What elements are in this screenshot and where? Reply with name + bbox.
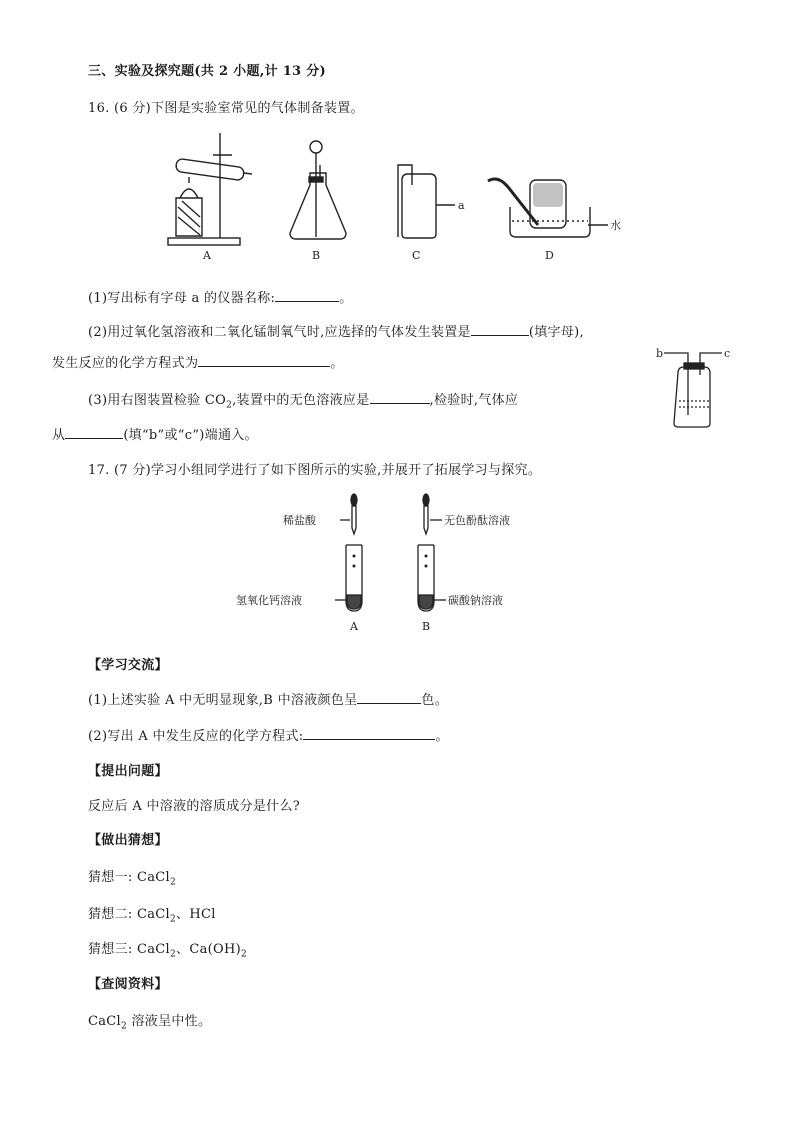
q16-part3-blank[interactable] [370, 391, 430, 404]
q16-part3-mid: ,装置中的无色溶液应是 [232, 393, 370, 408]
q16-part2-blank[interactable] [471, 323, 529, 336]
label-c: C [412, 249, 421, 262]
q16-stem: 16. (6 分)下图是实验室常见的气体制备装置。 [88, 101, 364, 116]
heading-reference-info: 【查阅资料】 [88, 977, 168, 992]
heading-raise-question: 【提出问题】 [88, 764, 168, 779]
q16-part2b [52, 352, 344, 371]
q16-part3b [52, 424, 258, 443]
test-tube-b [418, 494, 446, 611]
q17-part1-blank[interactable] [357, 691, 421, 704]
label-calcium-hydroxide: 氢氧化钙溶液 [236, 594, 302, 607]
reference-info [88, 1010, 211, 1032]
hypothesis-3 [88, 938, 247, 960]
label-port-b: b [656, 347, 664, 360]
hypothesis-2-end: 、HCl [176, 907, 216, 922]
q16-part1-text: (1)写出标有字母 a 的仪器名称: [88, 291, 276, 306]
hypothesis-1-sub: 2 [170, 877, 177, 888]
q16-part2 [88, 321, 584, 340]
test-tube-a [335, 494, 362, 611]
apparatus-b [290, 141, 346, 239]
label-b: B [312, 249, 321, 262]
hypothesis-3-mid: 、Ca(OH) [176, 942, 241, 957]
q16-part3b-end: (填“b”或“c”)端通入。 [123, 428, 258, 443]
apparatus-c [398, 165, 455, 238]
label-a: A [203, 249, 211, 262]
q16-part3b-blank[interactable] [65, 426, 123, 439]
q16-apparatus-figure [0, 125, 794, 275]
hypothesis-1-text: 猜想一: CaCl [88, 870, 171, 885]
label-sodium-carbonate: 碳酸钠溶液 [448, 594, 503, 607]
q16-part3b-text: 从 [52, 428, 66, 443]
hypothesis-3-text: 猜想三: CaCl [88, 942, 171, 957]
label-dilute-hcl: 稀盐酸 [283, 514, 316, 527]
q17-question: 反应后 A 中溶液的溶质成分是什么? [88, 799, 301, 814]
q16-part2b-text: 发生反应的化学方程式为 [52, 356, 199, 371]
hypothesis-3-sub2: 2 [240, 949, 248, 960]
q16-part2b-end: 。 [330, 356, 344, 371]
co2-test-bottle-figure [654, 345, 734, 435]
q17-test-tube-figure [0, 490, 794, 640]
q16-part3-text: (3)用右图装置检验 CO [88, 393, 227, 408]
q16-part2-end: (填字母), [528, 325, 584, 340]
label-tube-a: A [350, 620, 358, 633]
q16-part3-end: ,检验时,气体应 [429, 393, 519, 408]
q16-part1-blank[interactable] [275, 289, 339, 302]
heading-hypotheses: 【做出猜想】 [88, 833, 168, 848]
q16-part1-end: 。 [339, 291, 353, 306]
q17-part2-text: (2)写出 A 中发生反应的化学方程式: [88, 729, 304, 744]
q16-part3 [88, 389, 518, 411]
q17-part1-text: (1)上述实验 A 中无明显现象,B 中溶液颜色呈 [88, 693, 358, 708]
label-d: D [545, 249, 554, 262]
q16-part1 [88, 287, 353, 306]
q17-part2-end: 。 [435, 729, 449, 744]
q16-part2b-blank[interactable] [198, 354, 330, 367]
hypothesis-2 [88, 903, 216, 925]
label-phenolphthalein: 无色酚酞溶液 [444, 514, 510, 527]
label-bottle-a: a [458, 199, 465, 212]
q17-part1 [88, 689, 448, 708]
label-port-c: c [724, 347, 731, 360]
apparatus-a [168, 133, 252, 245]
label-water: 水 [610, 219, 621, 232]
q17-part1-end: 色。 [421, 693, 448, 708]
hypothesis-3-sub: 2 [170, 949, 177, 960]
q16-part2-text: (2)用过氧化氢溶液和二氧化锰制氧气时,应选择的气体发生装置是 [88, 325, 471, 340]
hypothesis-2-sub: 2 [170, 914, 177, 925]
q17-stem: 17. (7 分)学习小组同学进行了如下图所示的实验,并展开了拓展学习与探究。 [88, 463, 542, 478]
q17-part2 [88, 725, 449, 744]
label-tube-b: B [422, 620, 431, 633]
reference-info-sub: 2 [121, 1021, 128, 1032]
heading-learning-exchange: 【学习交流】 [88, 658, 168, 673]
hypothesis-1 [88, 866, 176, 888]
section-title: 三、实验及探究题(共 2 小题,计 13 分) [88, 64, 326, 79]
reference-info-end: 溶液呈中性。 [127, 1014, 212, 1029]
q16-part3-sub: 2 [226, 400, 233, 411]
q17-part2-blank[interactable] [303, 727, 435, 740]
reference-info-text: CaCl [88, 1014, 122, 1029]
hypothesis-2-text: 猜想二: CaCl [88, 907, 171, 922]
